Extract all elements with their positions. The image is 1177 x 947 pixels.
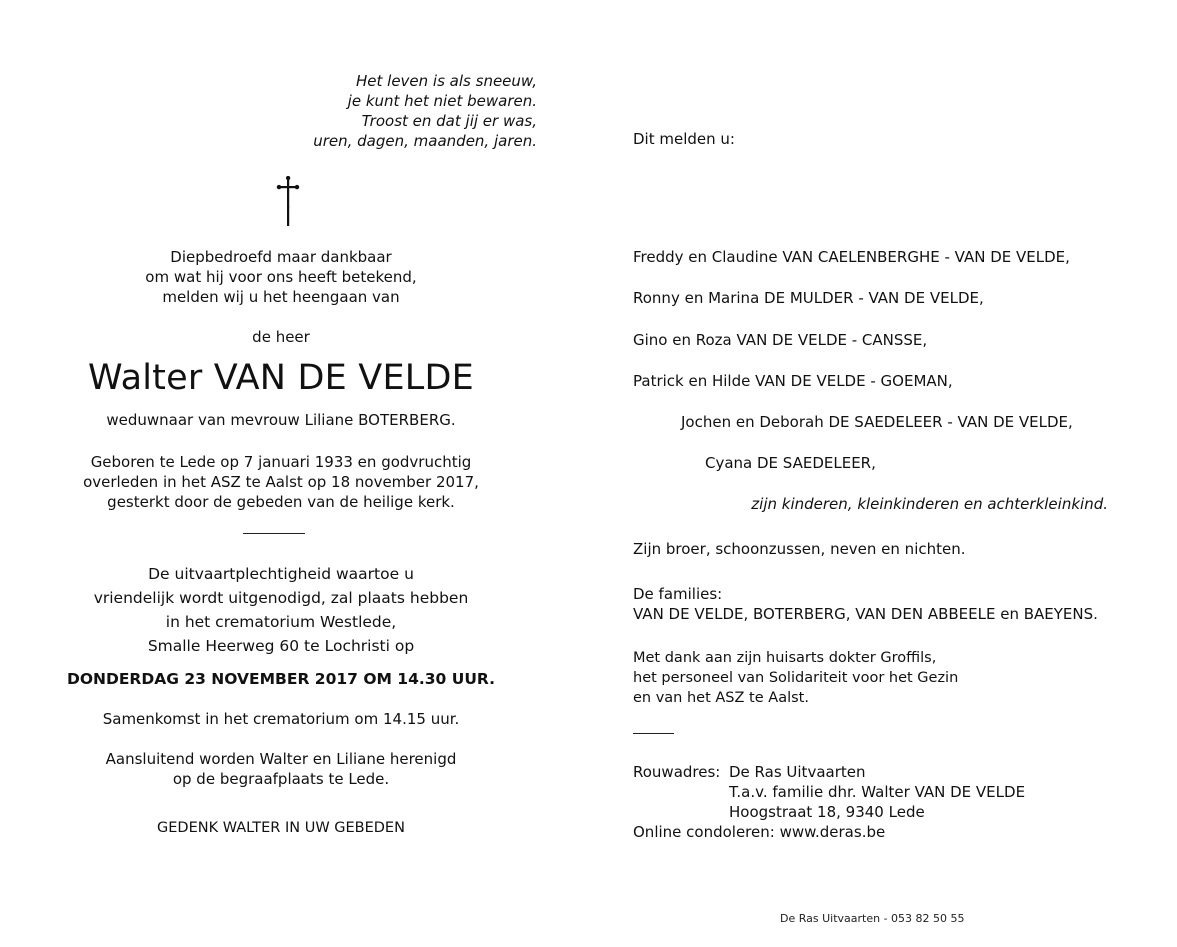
families-block <box>633 584 1098 624</box>
divider <box>243 533 305 534</box>
funeral-line: Smalle Heerweg 60 te Lochristi op <box>147 637 415 655</box>
intro-line: Diepbedroefd maar dankbaar <box>170 248 392 266</box>
birth-death-line: gesterkt door de gebeden van de heilige kerk. <box>107 493 455 511</box>
intro-line: melden wij u het heengaan van <box>162 288 400 306</box>
families-label: De families: <box>633 585 723 603</box>
thanks-line: en van het ASZ te Aalst. <box>633 690 809 706</box>
online-condolence-link[interactable]: Online condoleren: www.deras.be <box>633 823 886 841</box>
family-member: Patrick en Hilde VAN DE VELDE - GOEMAN, <box>633 372 953 390</box>
deceased-name: Walter VAN DE VELDE <box>88 358 474 398</box>
rejoin-text <box>0 749 562 789</box>
family-member: Cyana DE SAEDELEER, <box>705 454 876 472</box>
thanks-line: Met dank aan zijn huisarts dokter Groffils, <box>633 650 937 666</box>
footer-credit: De Ras Uitvaarten - 053 82 50 55 <box>780 912 965 925</box>
intro-line: om wat hij voor ons heeft betekend, <box>145 268 417 286</box>
intro-text <box>0 247 562 307</box>
family-member: Freddy en Claudine VAN CAELENBERGHE - VAN DE VELDE, <box>633 248 1070 266</box>
birth-death-line: Geboren te Lede op 7 januari 1933 en godvruchtig <box>90 453 472 471</box>
meeting-time: Samenkomst in het crematorium om 14.15 uur. <box>102 710 460 728</box>
honorific: de heer <box>252 328 310 346</box>
thanks-line: het personeel van Solidariteit voor het Gezin <box>633 670 959 686</box>
address-line: Hoogstraat 18, 9340 Lede <box>729 803 925 821</box>
funeral-line: in het crematorium Westlede, <box>165 613 397 631</box>
families-names: VAN DE VELDE, BOTERBERG, VAN DEN ABBEELE en BAEYENS. <box>633 605 1098 623</box>
announce-heading: Dit melden u: <box>633 130 735 148</box>
children-note: zijn kinderen, kleinkinderen en achterkleinkind. <box>751 495 1108 513</box>
divider <box>633 733 674 734</box>
poem-line: Het leven is als sneeuw, <box>356 72 537 90</box>
funeral-line: vriendelijk wordt uitgenodigd, zal plaats hebben <box>93 589 469 607</box>
cross-icon <box>276 176 300 226</box>
poem <box>240 71 537 151</box>
family-member: Jochen en Deborah DE SAEDELEER - VAN DE VELDE, <box>681 413 1073 431</box>
rejoin-line: op de begraafplaats te Lede. <box>172 770 390 788</box>
address-line: T.a.v. familie dhr. Walter VAN DE VELDE <box>729 783 1026 801</box>
family-member: Ronny en Marina DE MULDER - VAN DE VELDE, <box>633 289 984 307</box>
address-line: De Ras Uitvaarten <box>729 763 866 781</box>
funeral-line: De uitvaartplechtigheid waartoe u <box>148 565 414 583</box>
mourning-address <box>633 762 1025 842</box>
rejoin-line: Aansluitend worden Walter en Liliane herenigd <box>105 750 457 768</box>
birth-death-line: overleden in het ASZ te Aalst op 18 november 2017, <box>83 473 479 491</box>
widow-line: weduwnaar van mevrouw Liliane BOTERBERG. <box>106 411 456 429</box>
birth-death-text <box>0 452 562 512</box>
poem-line: je kunt het niet bewaren. <box>347 92 537 110</box>
siblings-line: Zijn broer, schoonzussen, neven en nichten. <box>633 540 966 558</box>
address-label: Rouwadres: <box>633 763 721 781</box>
family-member: Gino en Roza VAN DE VELDE - CANSSE, <box>633 331 928 349</box>
funeral-text <box>0 562 562 658</box>
poem-line: uren, dagen, maanden, jaren. <box>313 132 537 150</box>
remember-line: GEDENK WALTER IN UW GEBEDEN <box>157 820 405 836</box>
thanks-block <box>633 648 958 708</box>
funeral-datetime: DONDERDAG 23 NOVEMBER 2017 OM 14.30 UUR. <box>66 670 496 688</box>
poem-line: Troost en dat jij er was, <box>361 112 537 130</box>
